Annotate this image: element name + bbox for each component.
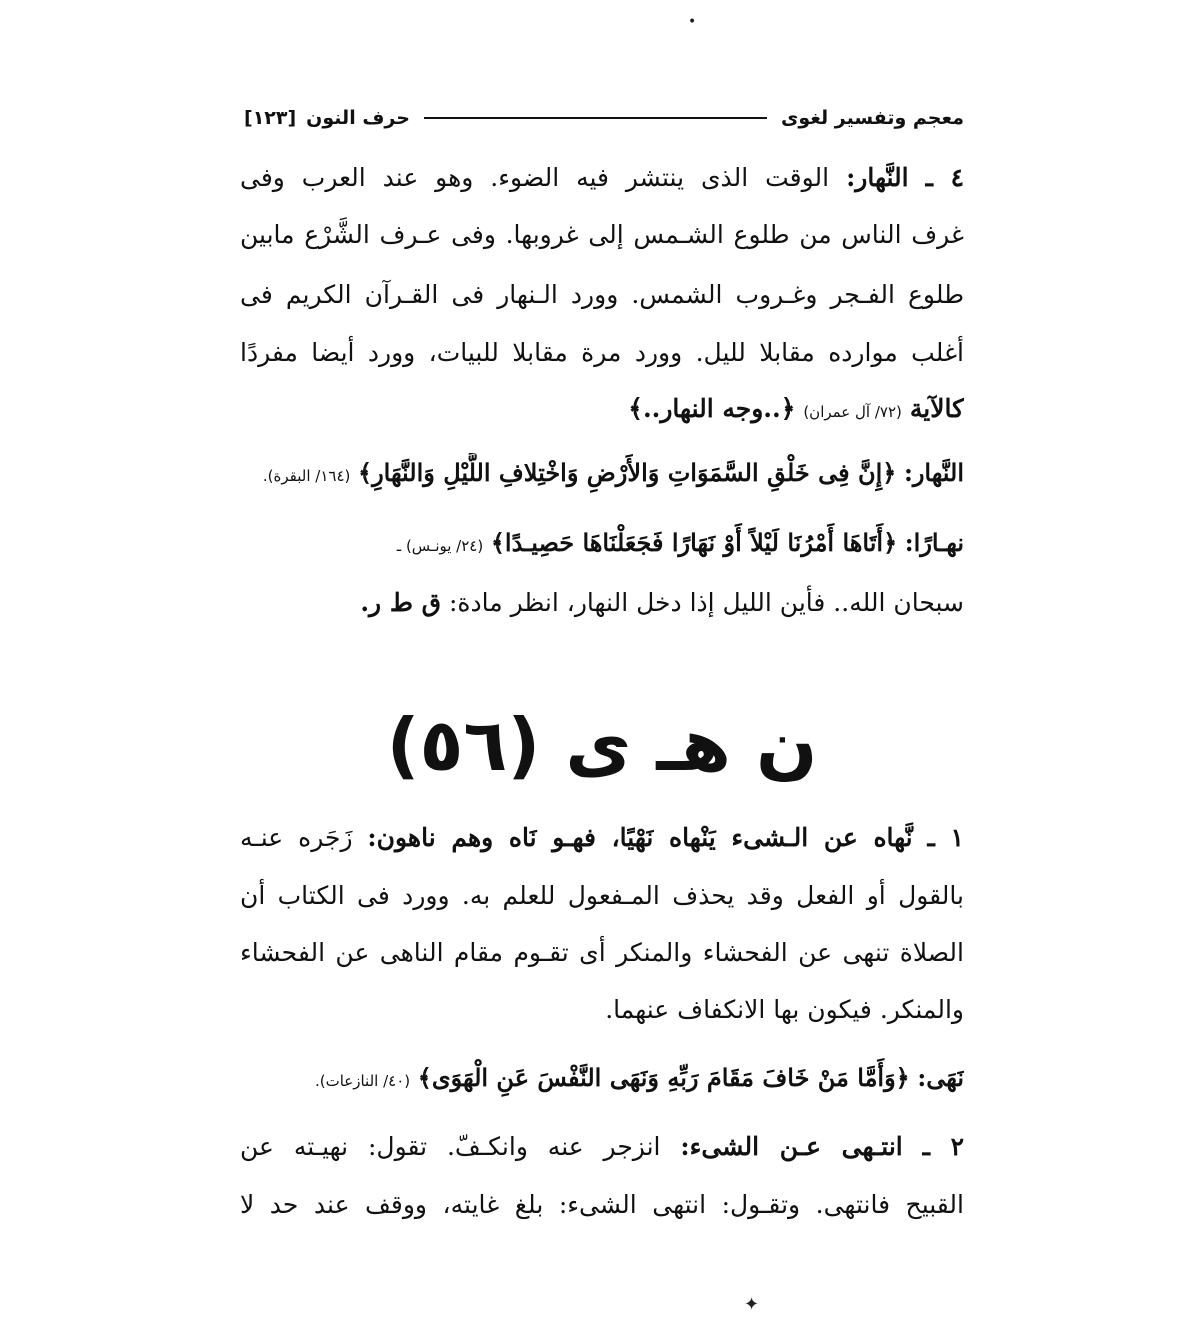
quran-quote: ﴿وَأَمَّا مَنْ خَافَ مَقَامَ رَبِّهِ وَنَهَى النَّفْسَ عَنِ الْهَوَى﴾ [417, 1063, 910, 1092]
quran-quote: ﴿..وجه النهار..﴾ [628, 394, 796, 423]
running-header [244, 100, 964, 136]
book-title: معجم وتفسير لغوى [780, 107, 964, 129]
line-text: سبحان الله.. فأين الليل إذا دخل النهار، انظر مادة: [449, 588, 964, 617]
root-heading: ن هـ ى (٥٦) [386, 703, 818, 787]
scan-speck: ✦ [744, 1294, 760, 1315]
scan-speck: • [688, 14, 697, 30]
item-number: ٤ ـ [925, 163, 964, 192]
verse-line [240, 1058, 964, 1098]
section-name: حرف النون [306, 107, 410, 129]
text-line: أغلب موارده مقابلا لليل. وورد مرة مقابلا للبيات، وورد أيضا مفردًا [240, 338, 964, 367]
text-line: بالقول أو الفعل وقد يحذف المـفعول للعلم به. وورد فى الكتاب أن [240, 881, 964, 910]
verse-reference: (٧٢/ آل عمران) [803, 403, 902, 421]
text-line: طلوع الفـجر وغـروب الشمس. وورد الـنهار فى القـرآن الكريم فى [240, 280, 964, 309]
cross-reference: ق ط ر. [360, 588, 442, 617]
page-number: [١٢٣] [244, 107, 297, 129]
text-line [240, 389, 964, 429]
text-line [240, 583, 964, 623]
quran-quote: ﴿إِنَّ فِى خَلْقِ السَّمَوَاتِ وَالأَرْضِ وَاخْتِلافِ اللَّيْلِ وَالنَّهَارِ﴾ [358, 458, 897, 487]
entry-term: نَّهاه عن الـشىء يَنْهاه نَهْيًا، فهـو نَاه وهم ناهون: [367, 823, 913, 852]
verse-term: نهـارًا: [904, 528, 964, 557]
verse-term: النَّهار: [903, 458, 964, 487]
text-line [240, 818, 964, 858]
verse-line [240, 523, 964, 563]
line-text: انزجر عنه وانكـفّ. تقول: نهيـته عن [240, 1132, 661, 1161]
verse-line [240, 453, 964, 493]
item-number: ٢ ـ [922, 1132, 964, 1161]
item-number: ١ ـ [927, 823, 964, 852]
text-line: الصلاة تنهى عن الفحشاء والمنكر أى تقـوم مقام الناهى عن الفحشاء [240, 938, 964, 967]
entry-term: انتـهى عـن الشىء: [680, 1132, 903, 1161]
text-line: القبيح فانتهى. وتقـول: انتهى الشىء: بلغ غايته، ووقف عند حد لا [240, 1190, 964, 1219]
line-text: زَجَره عنـه [240, 823, 353, 852]
verse-reference: (٢٤/ يونـس) ـ [396, 537, 484, 555]
text-line [240, 158, 964, 198]
line-text: كالآية [909, 394, 964, 423]
line-text: الوقت الذى ينتشر فيه الضوء. وهو عند العرب وفى [240, 163, 830, 192]
verse-reference: (٤٠/ النازعات). [314, 1072, 411, 1090]
quran-quote: ﴿أَتَاهَا أَمْرُنَا لَيْلاً أَوْ نَهَارًا فَجَعَلْنَاهَا حَصِيـدًا﴾ [490, 528, 898, 557]
text-line: غرف الناس من طلوع الشـمس إلى غروبها. وفى عـرف الشَّرْع مابين [240, 220, 964, 249]
verse-term: نَهَى: [917, 1063, 964, 1092]
header-rule [424, 117, 767, 119]
text-line: والمنكر. فيكون بها الانكفاف عنهما. [605, 995, 964, 1024]
verse-reference: (١٦٤/ البقرة). [262, 467, 351, 485]
entry-term: النَّهار: [846, 163, 909, 192]
text-line [240, 1127, 964, 1167]
